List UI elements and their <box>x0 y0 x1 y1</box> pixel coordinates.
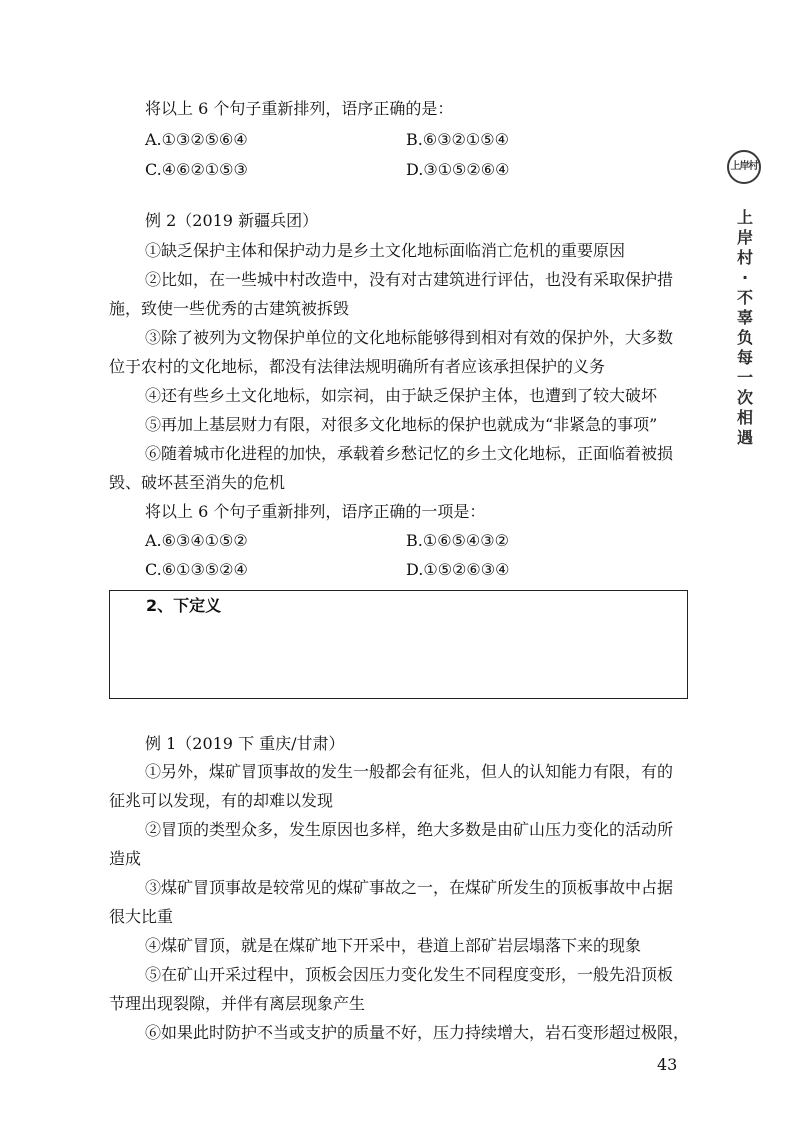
sentence-line: ②冒顶的类型众多，发生原因也多样，绝大多数是由矿山压力变化的活动所 <box>145 820 674 839</box>
sentence-line: 毁、破坏甚至消失的危机 <box>109 473 286 492</box>
sentence-line: ⑤再加上基层财力有限，对很多文化地标的保护也就成为“非紧急的事项” <box>145 415 658 434</box>
question-instruction: 将以上 6 个句子重新排列，语序正确的是： <box>145 99 454 118</box>
sentence-line: ④煤矿冒顶，就是在煤矿地下开采中，巷道上部矿岩层塌落下来的现象 <box>145 936 642 955</box>
section-title: 2、下定义 <box>146 596 222 615</box>
sentence-line: ④还有些乡土文化地标，如宗祠，由于缺乏保护主体，也遭到了较大破坏 <box>145 386 658 405</box>
sentence-line: ①另外，煤矿冒顶事故的发生一般都会有征兆，但人的认知能力有限，有的 <box>145 762 674 781</box>
seal-logo: 上岸村 <box>727 150 761 184</box>
option-d: D.③①⑤②⑥④ <box>406 160 510 179</box>
sentence-line: ①缺乏保护主体和保护动力是乡土文化地标面临消亡危机的重要原因 <box>145 241 626 260</box>
page-number: 43 <box>657 1055 678 1074</box>
sentence-line: ⑥如果此时防护不当或支护的质量不好，压力持续增大，岩石变形超过极限， <box>145 1023 690 1042</box>
question-instruction: 将以上 6 个句子重新排列，语序正确的一项是： <box>145 502 486 521</box>
option-c: C.⑥①③⑤②④ <box>145 560 248 579</box>
option-d: D.①⑤②⑥③④ <box>406 560 510 579</box>
section-box <box>109 590 688 699</box>
sentence-line: 施，致使一些优秀的古建筑被拆毁 <box>109 299 350 318</box>
sentence-line: ③除了被列为文物保护单位的文化地标能够得到相对有效的保护外，大多数 <box>145 328 674 347</box>
sentence-line: 很大比重 <box>109 907 174 926</box>
option-c: C.④⑥②①⑤③ <box>145 160 248 179</box>
example-title: 例 2（2019 新疆兵团） <box>145 211 319 230</box>
side-slogan: 上岸村·不辜负每一次相遇 <box>736 208 753 447</box>
sentence-line: ②比如，在一些城中村改造中，没有对古建筑进行评估，也没有采取保护措 <box>145 270 674 289</box>
sentence-line: 征兆可以发现，有的却难以发现 <box>109 791 334 810</box>
option-b: B.⑥③②①⑤④ <box>406 130 509 149</box>
option-a: A.①③②⑤⑥④ <box>145 130 248 149</box>
sentence-line: 节理出现裂隙，并伴有离层现象产生 <box>109 994 366 1013</box>
sentence-line: ⑤在矿山开采过程中，顶板会因压力变化发生不同程度变形，一般先沿顶板 <box>145 965 674 984</box>
option-b: B.①⑥⑤④③② <box>406 531 509 550</box>
sentence-line: 位于农村的文化地标，都没有法律法规明确所有者应该承担保护的义务 <box>109 357 606 376</box>
sentence-line: ⑥随着城市化进程的加快，承载着乡愁记忆的乡土文化地标，正面临着被损 <box>145 444 674 463</box>
example-title: 例 1（2019 下 重庆/甘肃） <box>145 734 345 753</box>
sentence-line: ③煤矿冒顶事故是较常见的煤矿事故之一，在煤矿所发生的顶板事故中占据 <box>145 878 674 897</box>
sentence-line: 造成 <box>109 849 142 868</box>
option-a: A.⑥③④①⑤② <box>145 531 248 550</box>
